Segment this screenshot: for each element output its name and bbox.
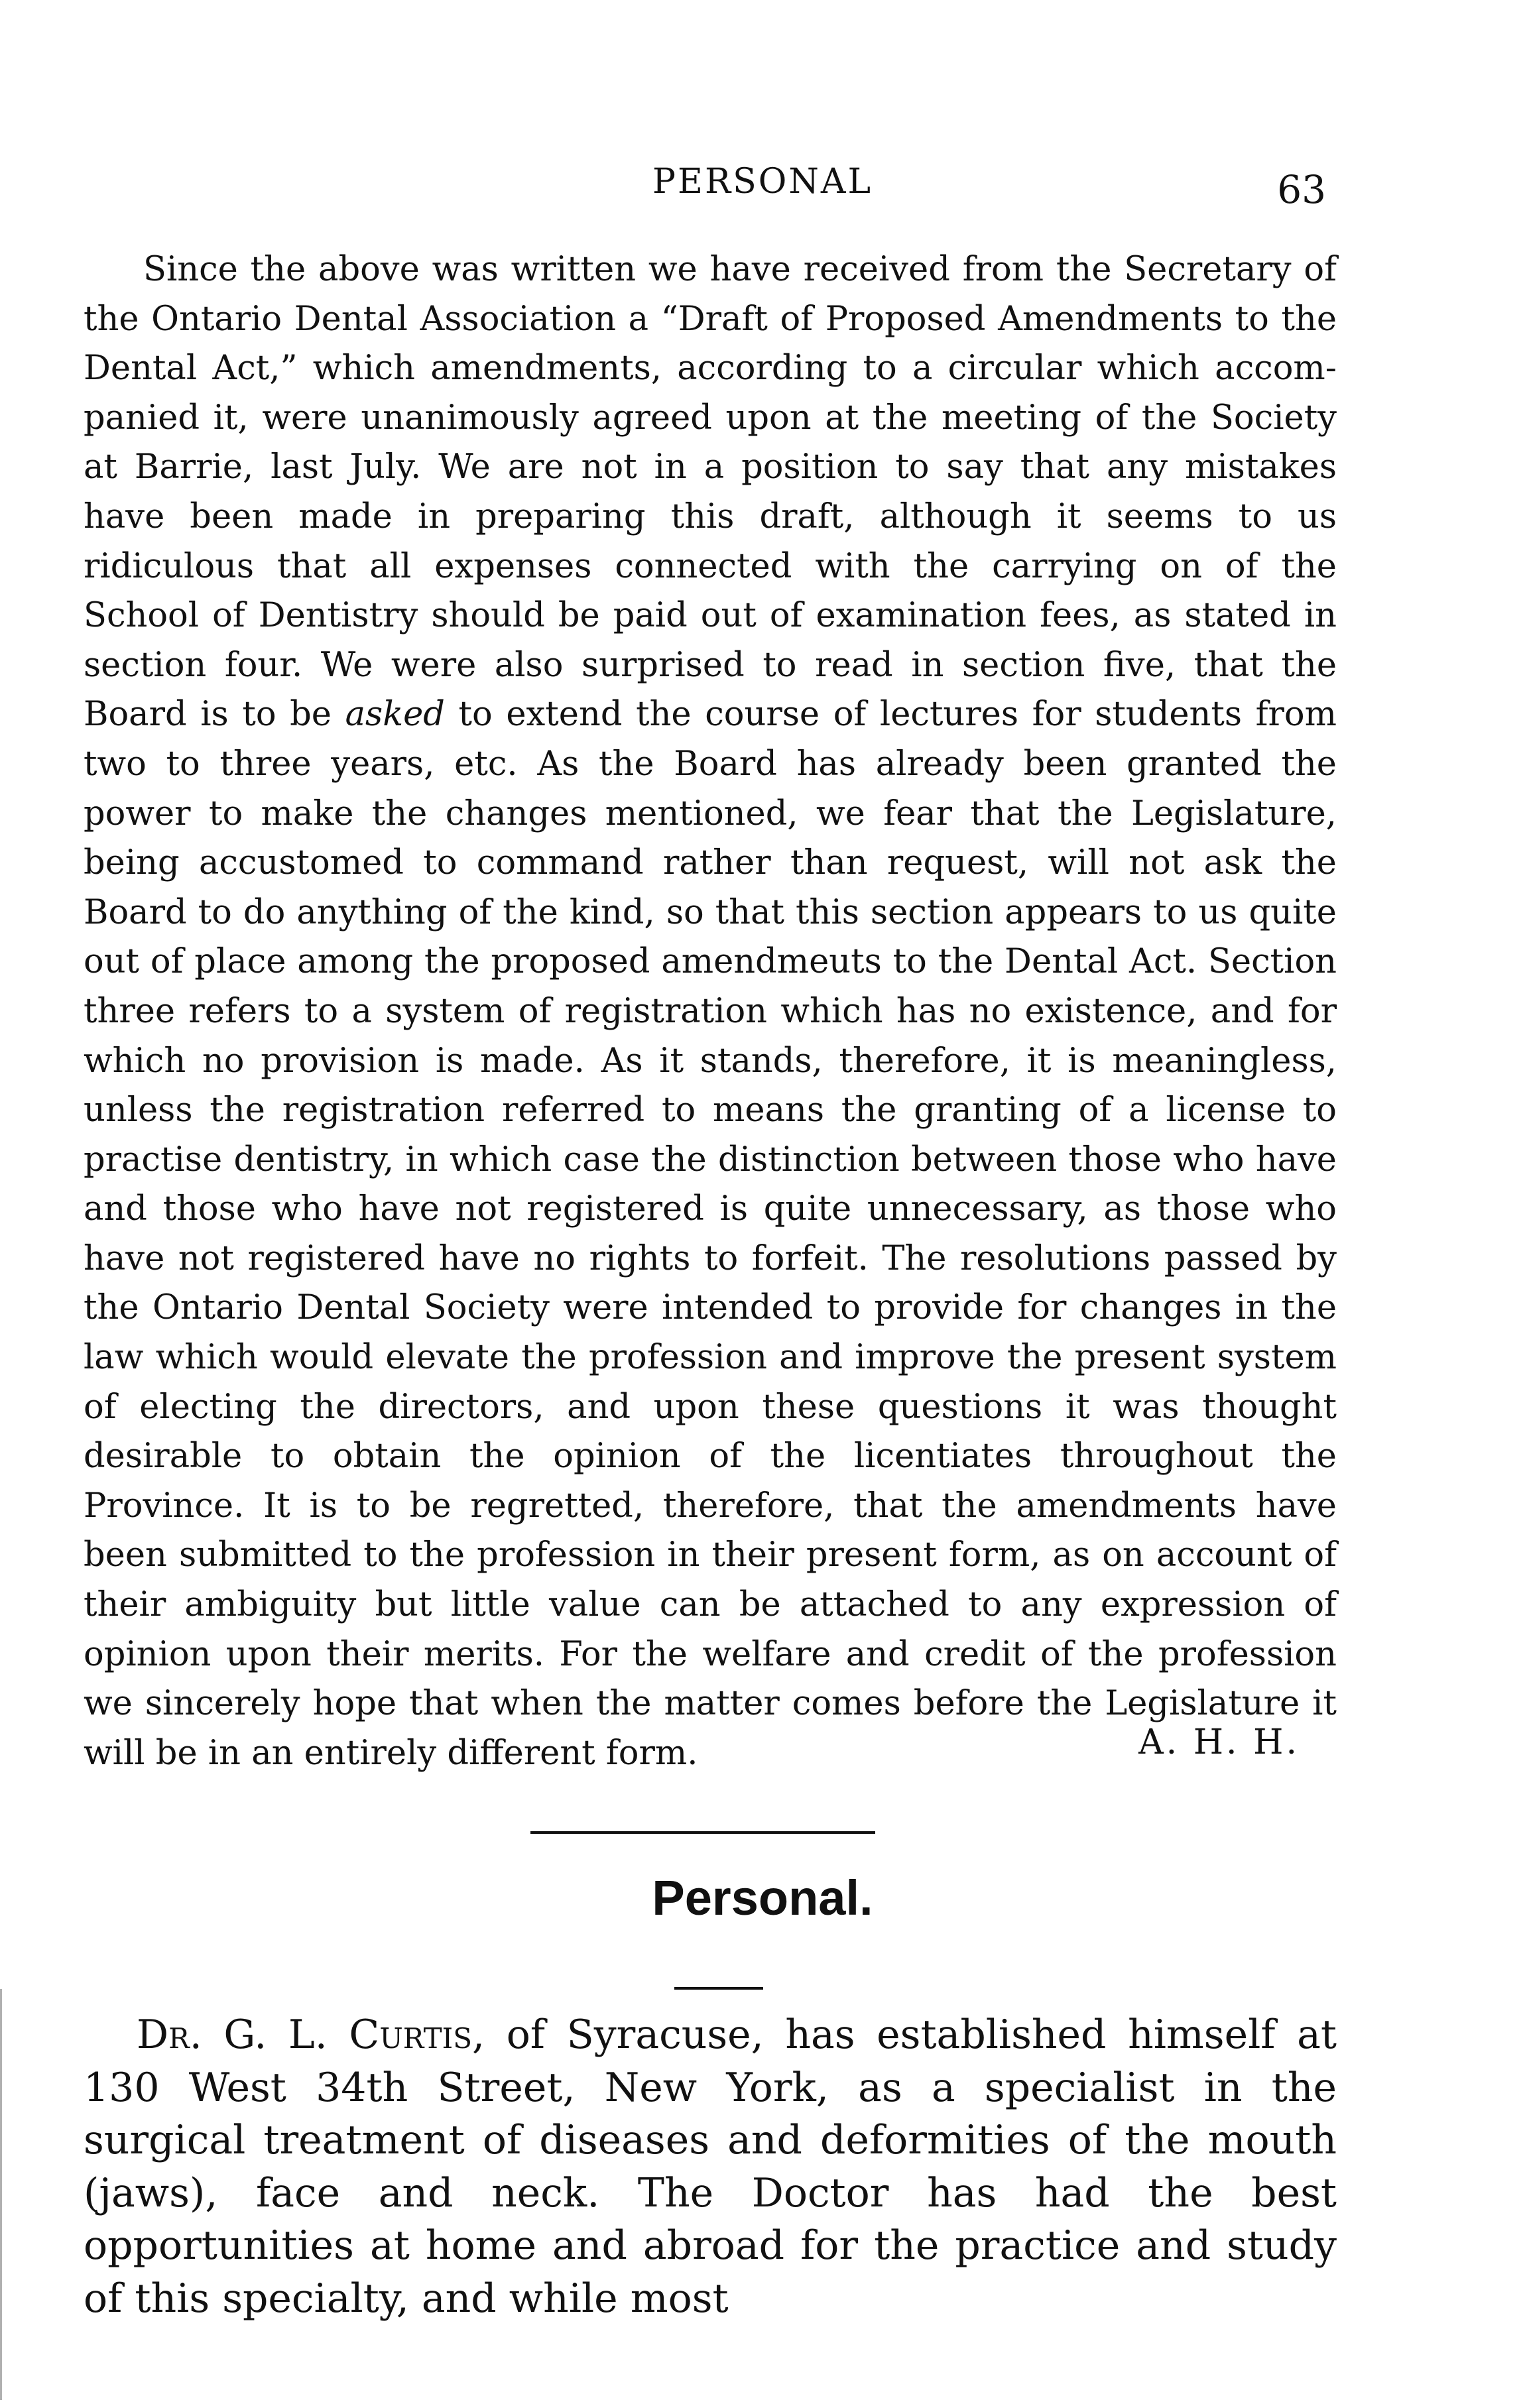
- editorial-text-after: to extend the course of lectures for students from two to three years, etc. As the Board has already been granted the power to make the changes mentioned, we fear that the Legislature, being accustomed to command rather than request, will not ask the Board to do anything of the kind, so that this section appears to us quite out of place among the proposed amendmeuts to the Dental Act. Section three refers to a system of registration which has no existence, and for which no provision is made. As it stands, therefore, it is meaningless, unless the registration referred to means the granting of a license to practise dentistry, in which case the distinction between those who have and those who have not registered is quite unnecessary, as those who have not registered have no rights to forfeit. The resolutions passed by the Ontario Dental Society were intended to provide for changes in the law which would elevate the profession and improve the present system of electing the directors, and upon these questions it was thought desirable to obtain the opinion of the licentiates throughout the Province. It is to be regretted, therefore, that the amendments have been submitted to the profession in their present form, as on account of their ambiguity but little value can be attached to any expression of opinion upon their merits. For the welfare and credit of the profession we sincerely hope that when the matter comes before the Legislature it will be in an entirely different form.: [84, 695, 1337, 1773]
- section-heading: Personal.: [652, 1870, 873, 1925]
- editorial-text-before: Since the above was written we have received from the Secretary of the Ontario Dental Association a “Draft of Proposed Amendments to the Dental Act,” which amendments, according to a circular which accompanied it, were unanimously agreed upon at the meeting of the Society at Barrie, last July. We are not in a position to say that any mistakes have been made in preparing this draft, although it seems to us ridiculous that all expenses connected with the carrying on of the School of Dentistry should be paid out of examination fees, as stated in section four. We were also surprised to read in section five, that the Board is to be: [84, 250, 1337, 735]
- editorial-note: [84, 245, 1337, 1778]
- italic-word: asked: [345, 695, 445, 735]
- editorial-paragraph: [84, 245, 1337, 1778]
- personal-note: [84, 2009, 1337, 2325]
- page-number: 63: [1277, 167, 1326, 212]
- running-head: [0, 162, 1525, 212]
- heading-underline-rule: [674, 1987, 763, 1990]
- page-edge-line: [0, 1989, 2, 2400]
- lead-name: Dr. G. L. Curtis: [137, 2012, 472, 2058]
- personal-text: , of Syracuse, has established himself at 130 West 34th Street, New York, as a specialist in the surgical treatment of diseases and deformities of the mouth (jaws), face and neck. The Doctor has had the best opportunities at home and abroad for the practice and study of this specialty, and while most: [84, 2012, 1337, 2322]
- personal-paragraph: [84, 2009, 1337, 2325]
- section-divider: [530, 1831, 875, 1834]
- signature-initials: A. H. H.: [1138, 1722, 1300, 1762]
- running-title: PERSONAL: [652, 162, 873, 202]
